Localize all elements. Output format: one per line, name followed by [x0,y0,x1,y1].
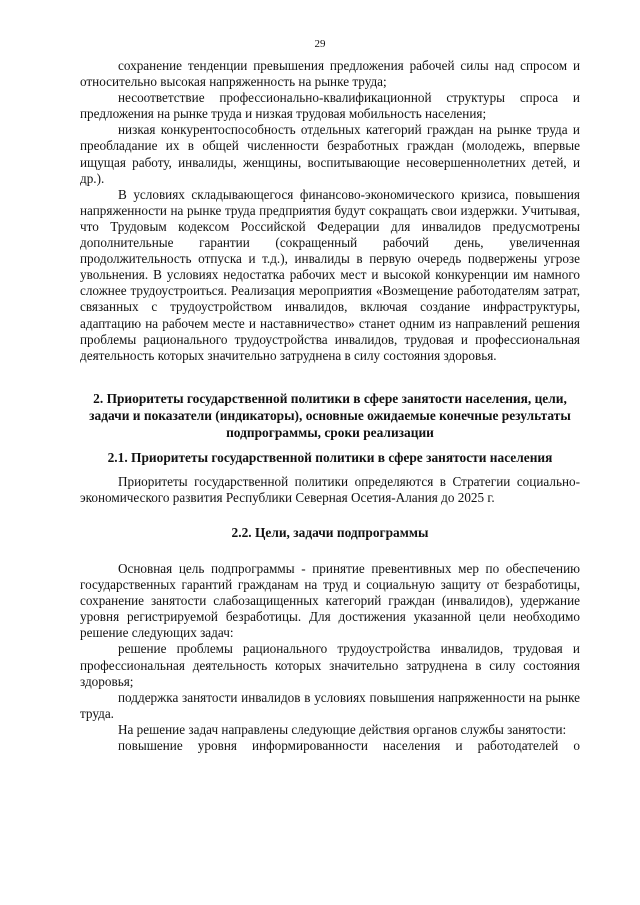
paragraph: В условиях складывающегося финансово-экономического кризиса, повышения напряженности на рынке труда предприятия будут сокращать свои издержки. Учитывая, что Трудовым кодексом Российской Федерации для инвалидов предусмотрены дополнительные гарантии (сокращенный рабочий день, увеличенная продолжительность отпуска и т.д.), инвалиды в первую очередь подвержены угрозе увольнения. В условиях недостатка рабочих мест и высокой конкуренции им намного сложнее трудоустроиться. Реализация мероприятия «Возмещение работодателям затрат, связанных с трудоустройством инвалидов, включая создание инфраструктуры, адаптацию на рабочем месте и наставничество» станет одним из направлений решения проблемы рационального трудоустройства инвалидов, трудовая и профессиональная деятельность которых значительно затруднена в силу состояния здоровья. [80,186,580,363]
paragraph: повышение уровня информированности населения и работодателей о [118,738,580,753]
paragraph: несоответствие профессионально-квалификационной структуры спроса и предложения на рынке труда и низкая трудовая мобильность населения; [80,90,580,122]
section-2-2-heading: 2.2. Цели, задачи подпрограммы [231,524,429,540]
section-2-heading: 2. Приоритеты государственной политики в сфере занятости населения, цели, задачи и показатели (индикаторы), основные ожидаемые конечные результаты подпрограммы, сроки реализации [89,390,571,440]
paragraph: низкая конкурентоспособность отдельных категорий граждан на рынке труда и преобладание их в общей численности безработных граждан (молодежь, впервые ищущая работу, инвалиды, женщины, воспитывающие несовершеннолетних детей, и др.). [80,122,580,186]
paragraph: Приоритеты государственной политики определяются в Стратегии социально-экономического развития Республики Северная Осетия-Алания до 2025 г. [80,473,580,505]
document-body [80,58,580,754]
paragraph: поддержка занятости инвалидов в условиях повышения напряженности на рынке труда. [80,689,580,721]
section-2-1-heading: 2.1. Приоритеты государственной политики в сфере занятости населения [107,449,553,465]
paragraph: Основная цель подпрограммы - принятие превентивных мер по обеспечению государственных гарантий гражданам на труд и социальную защиту от безработицы, сохранение занятости слабозащищенных категорий граждан (инвалидов), удержание уровня регистрируемой безработицы. Для достижения указанной цели необходимо решение следующих задач: [80,560,580,641]
paragraph: сохранение тенденции превышения предложения рабочей силы над спросом и относительно высокая напряженность на рынке труда; [80,58,580,90]
page-number: 29 [314,38,326,50]
paragraph: решение проблемы рационального трудоустройства инвалидов, трудовая и профессиональная деятельность которых значительно затруднена в силу состояния здоровья; [80,641,580,689]
paragraph: На решение задач направлены следующие действия органов службы занятости: [118,721,567,737]
